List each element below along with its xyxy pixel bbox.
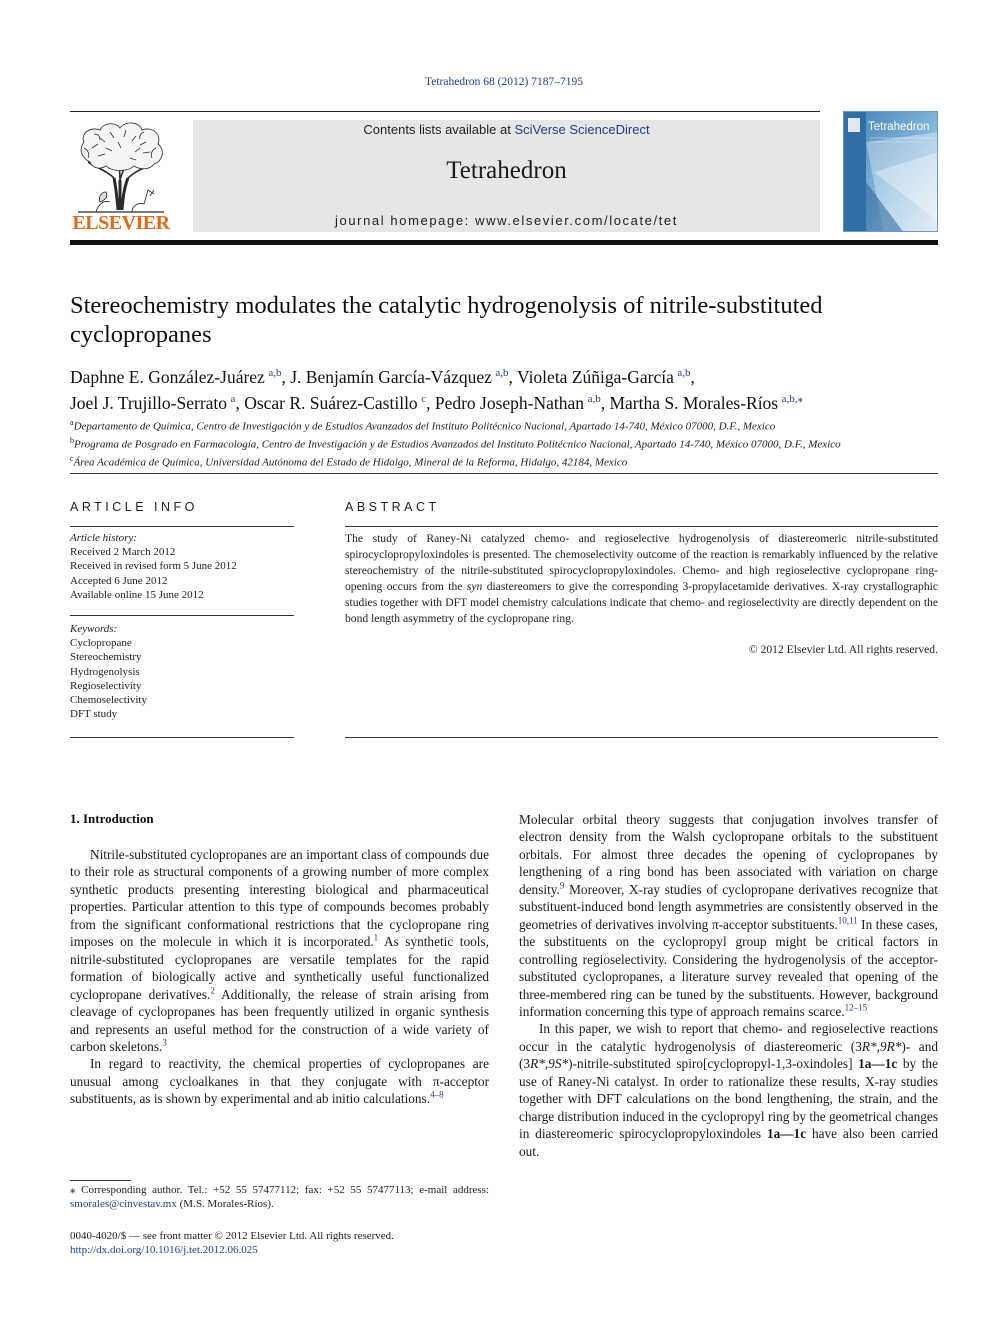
- article-history: [70, 531, 294, 602]
- author-separator: ,: [600, 392, 610, 413]
- author-affiliation-mark[interactable]: a,b,⁎: [781, 392, 804, 405]
- top-rule: [70, 111, 820, 112]
- keyword-item: Chemoselectivity: [70, 694, 147, 707]
- keyword-item: Stereochemistry: [70, 651, 142, 664]
- abstract-rule: [345, 526, 938, 527]
- intro-paragraph-2-start: In regard to reactivity, the chemical properties of cyclopropanes are unusual among cycloalkanes in that they conjugate with π-acceptor substituents, as is shown by experimental and ab initio calculations.$^{4-8}$: [70, 1056, 489, 1107]
- abstract-text: [345, 531, 938, 627]
- footnote-rule: [70, 1180, 131, 1181]
- history-item: Received in revised form 5 June 2012: [70, 560, 237, 573]
- compound-ref: 1a—1c: [858, 1056, 898, 1072]
- ref-9[interactable]: 9: [559, 880, 565, 891]
- keywords-bottom-rule: [70, 737, 294, 738]
- author-affiliation-mark[interactable]: a,b: [677, 367, 691, 379]
- ref-4-8[interactable]: 4–8: [430, 1089, 444, 1100]
- author-separator: ,: [426, 392, 435, 413]
- elsevier-wordmark: ELSEVIER: [72, 212, 170, 234]
- abstract-part-1: The study of Raney-Ni catalyzed chemo- and regioselective hydrogenolysis of diastereomeric nitrile-substituted spirocyclopropyloxindoles is presented. The chemoselectivity outcome of the reaction is remarkably influenced by the relative stereochemistry of the nitrile-substituted spirocyclopropyloxindoles. Chemo- and high regioselective cyclopropane ring-opening occurs from the: [345, 532, 938, 593]
- affiliation-list: [70, 416, 938, 470]
- affiliation-rule: [70, 473, 938, 474]
- ref-1[interactable]: 1: [373, 932, 379, 943]
- keyword-item: Regioselectivity: [70, 679, 142, 692]
- author-affiliation-mark[interactable]: a: [230, 392, 236, 405]
- body-column-right: [519, 811, 938, 1160]
- corresponding-author-footnote: ⁎ Corresponding author. Tel.: +52 55 57477112; fax: +52 55 57477113; e-mail address: smorales@cinvestav.mx (M.S. Morales-Ríos).: [70, 1184, 489, 1211]
- history-item: Available online 15 June 2012: [70, 588, 204, 601]
- keyword-item: DFT study: [70, 708, 118, 721]
- author-name[interactable]: Joel J. Trujillo-Serrato: [70, 392, 228, 413]
- cover-title: Tetrahedron: [868, 121, 930, 133]
- ref-12-15[interactable]: 12–15: [844, 1002, 868, 1013]
- body-column-left: [70, 846, 489, 1108]
- history-item: Received 2 March 2012: [70, 546, 176, 559]
- author-separator: ,: [235, 392, 245, 413]
- ref-3[interactable]: 3: [162, 1037, 167, 1048]
- article-info-rule: [70, 526, 294, 527]
- article-title: Stereochemistry modulates the catalytic hydrogenolysis of nitrile-substituted cyclopropanes: [70, 292, 823, 348]
- affiliation-item: [70, 416, 938, 434]
- author-list: [70, 362, 938, 414]
- keyword-item: Hydrogenolysis: [70, 665, 140, 678]
- abstract-heading: ABSTRACT: [345, 500, 440, 514]
- journal-name: Tetrahedron: [446, 157, 567, 184]
- intro-paragraph-3: In this paper, we wish to report that chemo- and regioselective reactions occur in the catalytic hydrogenolysis of diastereomeric (3R*,9R*)- and (3R*,9S*)-nitrile-substituted spiro[cyclopropyl-1,3-oxindoles] 1a—1c by the use of Raney-Ni catalyst. In order to rationalize these results, X-ray studies together with DFT calculations on the bond lengthening, the strain, and the charge distribution induced in the cyclopropyl ring by the geometrical changes in diastereomeric spirocyclopropyloxindoles 1a—1c have also been carried out.: [519, 1021, 939, 1159]
- affiliation-item: [70, 434, 938, 452]
- history-item: Accepted 6 June 2012: [70, 574, 168, 587]
- keywords-label: Keywords:: [70, 623, 118, 635]
- compound-ref: 1a—1c: [766, 1126, 807, 1142]
- intro-paragraph-1: Nitrile-substituted cyclopropanes are an important class of compounds due to their role as structural components of a growing number of more complex synthetic products presenting interesting biological and pharmaceutical properties. Particular attention to this type of compounds becomes probably from the significant conformational restrictions that the cyclopropane ring imposes on the molecule in which it is incorporated.$^1$ As synthetic tools, nitrile-substituted cyclopropanes are versatile templates for the rapid formation of biologically active and synthetically useful functionalized cyclopropane derivatives.$^2$ Additionally, the release of strain arising from cleavage of cyclopropanes has been frequently utilized in organic synthesis and represents an useful method for the construction of a wide variety of carbon skeletons.$^3$: [70, 847, 489, 1054]
- author-name[interactable]: Violeta Zúñiga-García: [516, 366, 674, 387]
- abstract-part-2: diastereomers to give the corresponding 3-propylacetamide derivatives. X-ray crystallographic studies together with DFT model chemistry calculations indicate that chemo- and regioselectivity are directly dependent on the bond length asymmetry of the cyclopropane ring.: [345, 580, 938, 625]
- article-info-heading: ARTICLE INFO: [70, 500, 198, 514]
- author-separator: ,: [508, 366, 517, 387]
- journal-homepage-link[interactable]: journal homepage: www.elsevier.com/locate/tet: [335, 213, 678, 228]
- affiliation-text: Área Académica de Química, Universidad Autónoma del Estado de Hidalgo, Mineral de la Reforma, Hidalgo, 42184, Mexico: [73, 456, 628, 469]
- contents-prefix: Contents lists available at: [363, 122, 515, 137]
- journal-cover-thumbnail[interactable]: [843, 111, 938, 232]
- affiliation-text: Departamento de Química, Centro de Investigación y de Estudios Avanzados del Instituto Politécnico Nacional, Apartado 14-740, México 07000, D.F., Mexico: [73, 420, 776, 433]
- author-email-link[interactable]: smorales@cinvestav.mx: [70, 1198, 177, 1211]
- front-matter: [70, 1229, 489, 1258]
- author-name[interactable]: Martha S. Morales-Ríos: [609, 392, 779, 413]
- affiliation-text: Programa de Posgrado en Farmacología, Centro de Investigación y de Estudios Avanzados del Instituto Politécnico Nacional, Apartado 14-740, México 07000, D.F., Mexico: [74, 438, 841, 451]
- abstract-copyright: © 2012 Elsevier Ltd. All rights reserved.: [748, 643, 938, 656]
- intro-paragraph-2-cont: Molecular orbital theory suggests that conjugation involves transfer of electron density from the Walsh cyclopropane orbitals to the substituent orbitals. For almost three decades the opening of cyclopropanes by lengthening of a ring bond has been associated with variation on charge density.$^9$ Moreover, X-ray studies of cyclopropane derivatives recognize that substituent-induced bond length asymmetries are consistently observed in the geometries of derivatives involving π-acceptor substituents.$^{10,11}$ In these cases, the substituents on the cyclopropyl group might be critical factors in controlling regioselectivity. Considering the hydrogenolysis of the acceptor-substituted cyclopropanes, a literature survey revealed that opening of the three-membered ring can be tuned by the substituents. However, background information concerning this type of approach remains scarce.$^{12-15}$: [519, 812, 938, 1019]
- author-affiliation-mark[interactable]: a,b: [587, 392, 601, 405]
- author-affiliation-mark[interactable]: a,b: [495, 367, 509, 379]
- keyword-list: [70, 622, 294, 721]
- history-rule: [70, 615, 294, 616]
- masthead-bottom-rule: [70, 240, 938, 245]
- author-separator: ,: [690, 366, 695, 387]
- sciencedirect-link[interactable]: SciVerse ScienceDirect: [514, 122, 650, 137]
- author-name[interactable]: J. Benjamín García-Vázquez: [290, 366, 492, 387]
- author-name[interactable]: Pedro Joseph-Nathan: [434, 392, 585, 413]
- introduction-heading: 1. Introduction: [70, 811, 154, 826]
- journal-citation[interactable]: Tetrahedron 68 (2012) 7187–7195: [425, 76, 583, 88]
- affiliation-mark: a: [70, 418, 74, 427]
- contents-line: [193, 122, 820, 137]
- keyword-item: Cyclopropane: [70, 637, 132, 650]
- ref-2[interactable]: 2: [210, 985, 215, 996]
- author-separator: ,: [281, 366, 291, 387]
- history-label: Article history:: [70, 532, 137, 544]
- issn-line: 0040-4020/$ — see front matter © 2012 Elsevier Ltd. All rights reserved.: [70, 1230, 394, 1242]
- affiliation-mark: b: [70, 436, 74, 446]
- affiliation-mark: c: [70, 454, 74, 464]
- author-name[interactable]: Daphne E. González-Juárez: [70, 366, 265, 387]
- author-affiliation-mark[interactable]: c: [421, 392, 427, 405]
- doi-link[interactable]: http://dx.doi.org/10.1016/j.tet.2012.06.025: [70, 1244, 258, 1257]
- author-name[interactable]: Oscar R. Suárez-Castillo: [244, 392, 418, 413]
- author-affiliation-mark[interactable]: a,b: [268, 367, 282, 379]
- affiliation-item: [70, 452, 938, 470]
- journal-masthead: [193, 120, 820, 232]
- abstract-syn-term: syn: [466, 580, 483, 593]
- abstract-bottom-rule: [345, 737, 938, 738]
- ref-10-11[interactable]: 10,11: [837, 915, 858, 926]
